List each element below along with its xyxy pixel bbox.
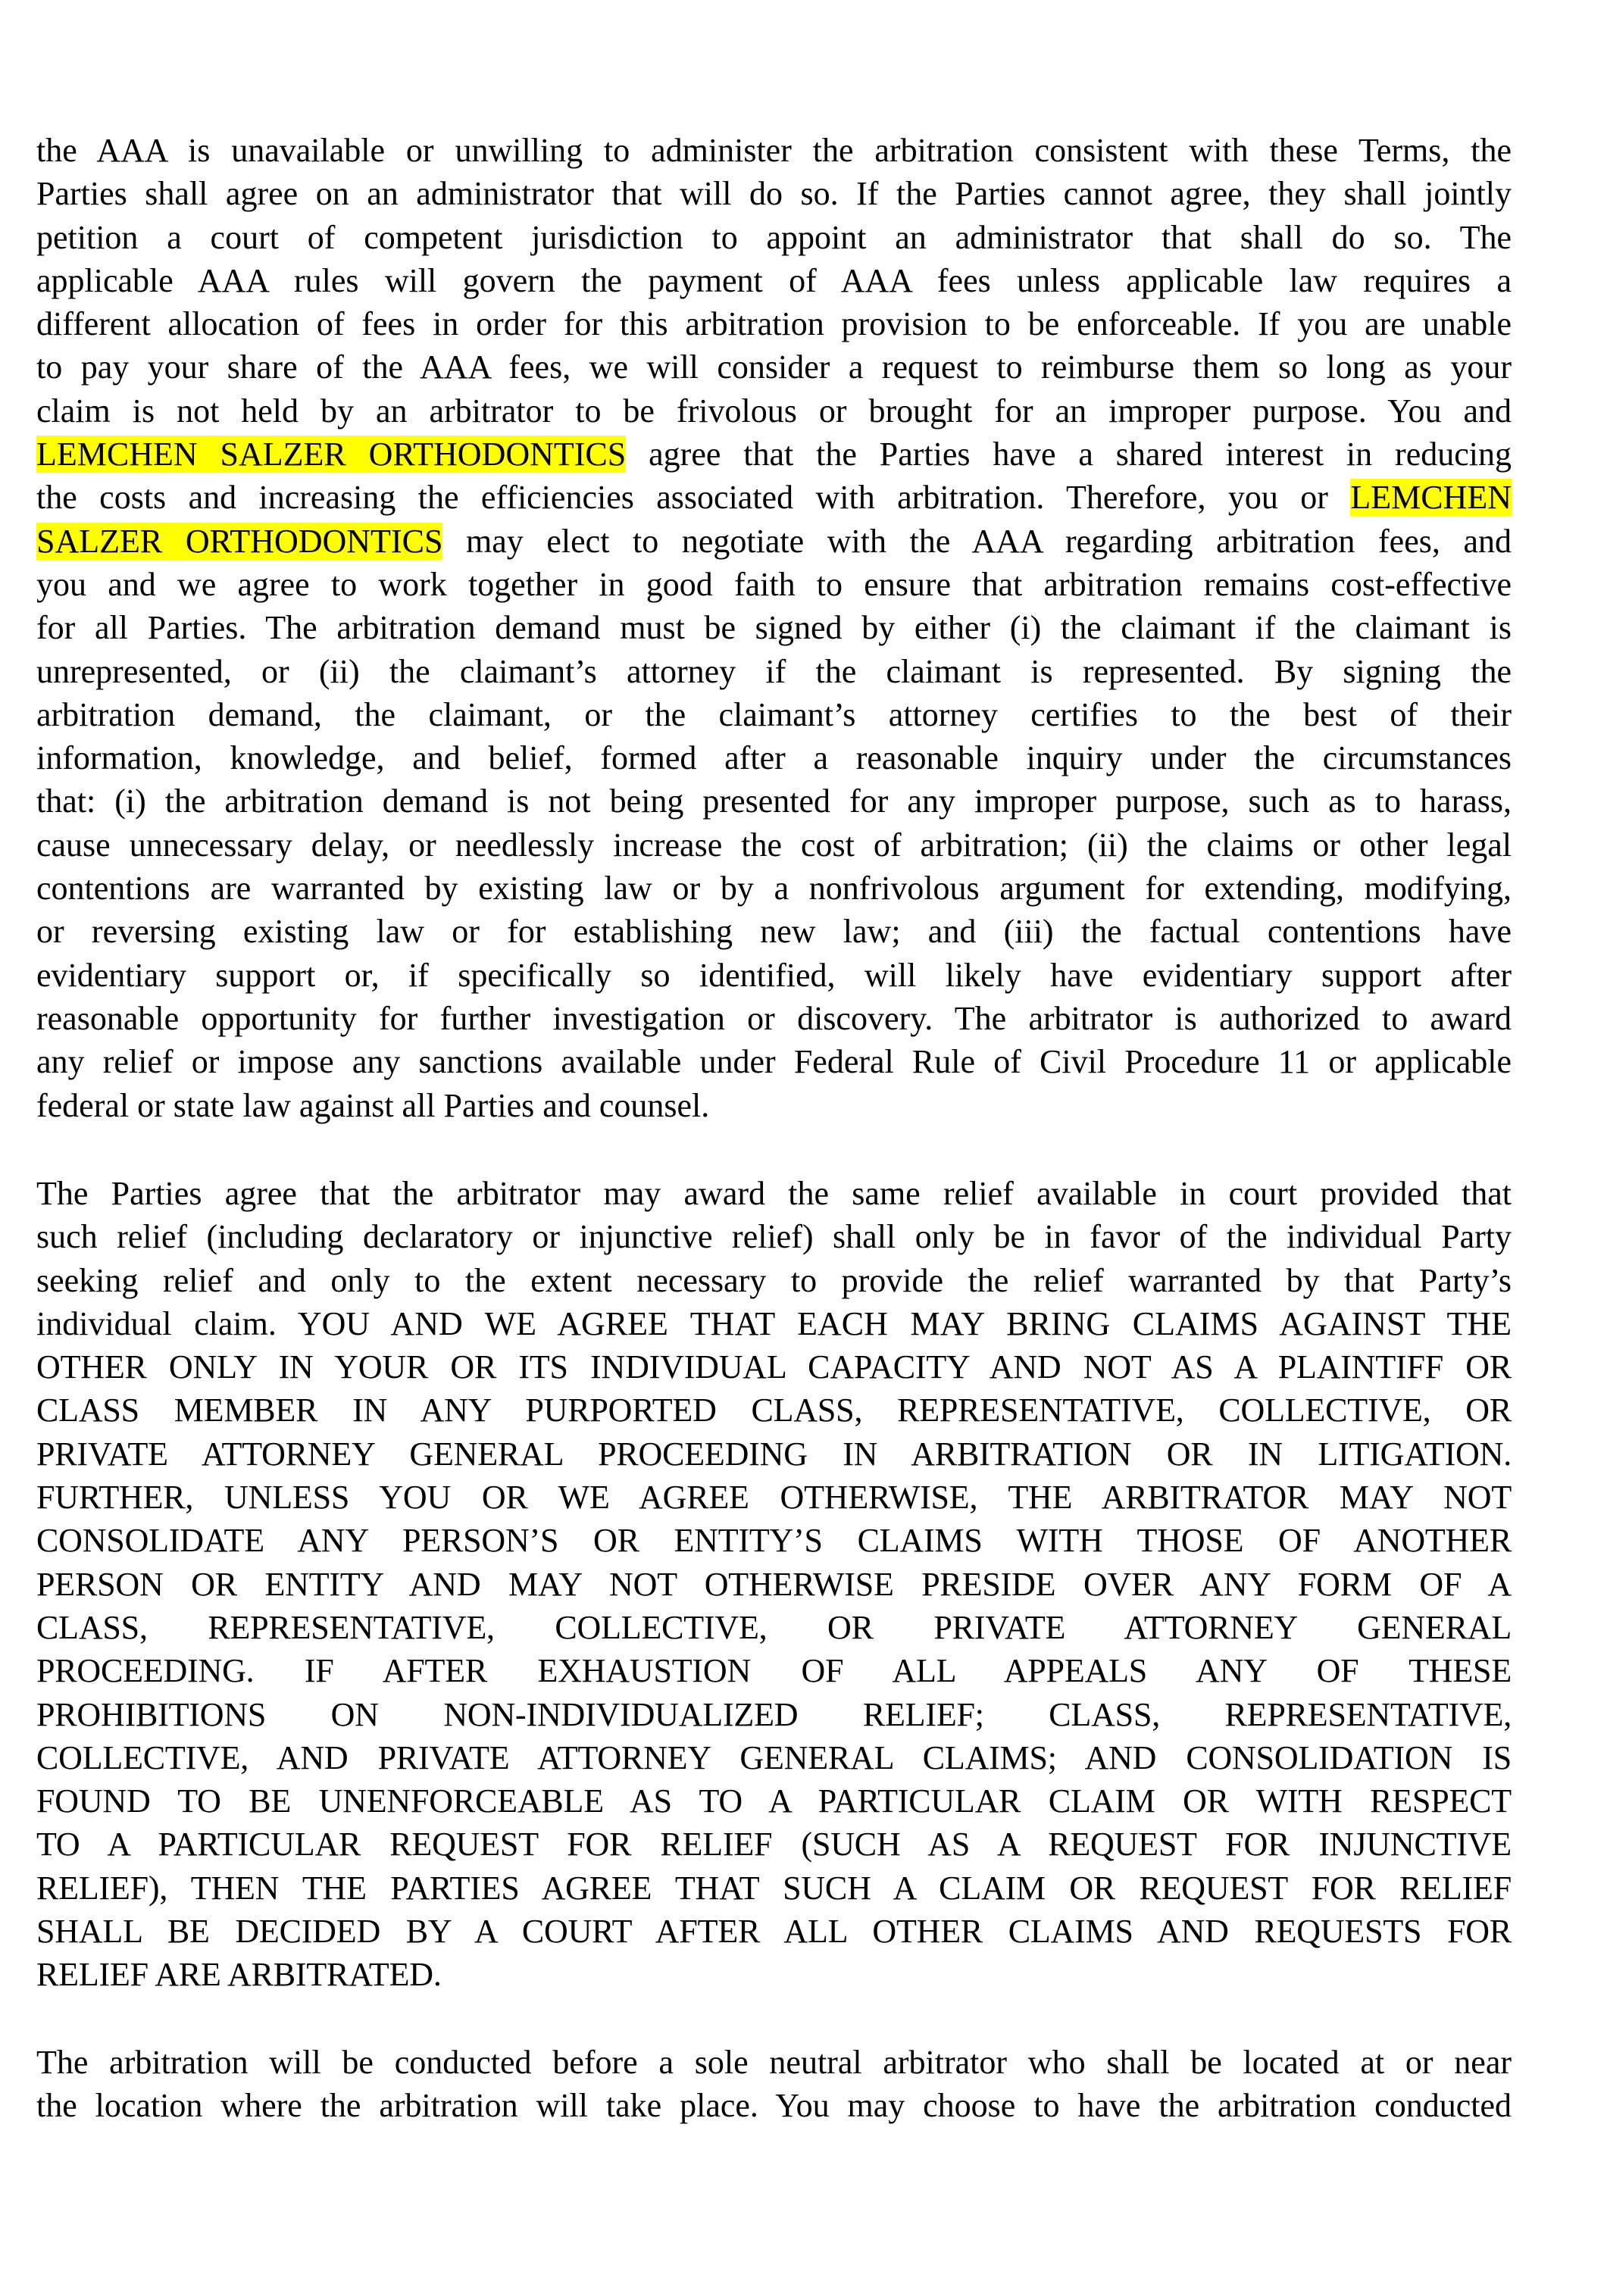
text-segment: SHALL BE DECIDED BY A COURT AFTER ALL OTHER CLAIMS AND REQUESTS FOR [36, 1913, 1512, 1951]
text-line [36, 693, 1512, 736]
text-segment: federal or state law against all Parties and counsel. [36, 1086, 710, 1124]
text-line [36, 1302, 1512, 1345]
text-segment: unrepresented, or (ii) the claimant’s attorney if the claimant is represented. By signing the [36, 652, 1512, 690]
text-line [36, 2084, 1512, 2127]
text-line [36, 1563, 1512, 1606]
text-line [36, 1172, 1512, 1215]
text-segment: claim is not held by an arbitrator to be frivolous or brought for an improper purpose. You and [36, 392, 1512, 430]
text-line [36, 1693, 1512, 1736]
text-segment: FOUND TO BE UNENFORCEABLE AS TO A PARTICULAR CLAIM OR WITH RESPECT [36, 1782, 1512, 1820]
text-segment: RELIEF), THEN THE PARTIES AGREE THAT SUCH A CLAIM OR REQUEST FOR RELIEF [36, 1869, 1512, 1907]
text-segment: reasonable opportunity for further investigation or discovery. The arbitrator is authorized to award [36, 999, 1512, 1037]
text-line [36, 476, 1512, 519]
text-line [36, 172, 1512, 215]
text-line [36, 606, 1512, 649]
text-line [36, 345, 1512, 389]
text-segment: such relief (including declaratory or injunctive relief) shall only be in favor of the individual Party [36, 1218, 1512, 1256]
text-segment: PRIVATE ATTORNEY GENERAL PROCEEDING IN ARBITRATION OR IN LITIGATION. [36, 1435, 1512, 1473]
paragraph-arbitrator-location [36, 2041, 1512, 2128]
text-line [36, 1519, 1512, 1562]
text-segment: Parties shall agree on an administrator that will do so. If the Parties cannot agree, they shall jointly [36, 175, 1512, 213]
text-segment: may elect to negotiate with the AAA regarding arbitration fees, and [442, 522, 1512, 560]
text-segment: PROCEEDING. IF AFTER EXHAUSTION OF ALL APPEALS ANY OF THESE [36, 1652, 1512, 1690]
text-segment: TO A PARTICULAR REQUEST FOR RELIEF (SUCH AS A REQUEST FOR INJUNCTIVE [36, 1826, 1512, 1863]
text-segment: individual claim. YOU AND WE AGREE THAT EACH MAY BRING CLAIMS AGAINST THE [36, 1304, 1512, 1342]
text-line [36, 867, 1512, 910]
text-segment: FURTHER, UNLESS YOU OR WE AGREE OTHERWISE, THE ARBITRATOR MAY NOT [36, 1479, 1512, 1517]
text-line [36, 1779, 1512, 1823]
text-line [36, 1953, 1512, 1996]
text-line [36, 1432, 1512, 1476]
text-segment: OTHER ONLY IN YOUR OR ITS INDIVIDUAL CAPACITY AND NOT AS A PLAINTIFF OR [36, 1348, 1512, 1386]
text-segment: to pay your share of the AAA fees, we will consider a request to reimburse them so long as your [36, 348, 1512, 386]
text-line [36, 433, 1512, 476]
text-segment: information, knowledge, and belief, formed after a reasonable inquiry under the circumstances [36, 739, 1512, 777]
text-segment: for all Parties. The arbitration demand must be signed by either (i) the claimant if the claimant is [36, 609, 1512, 647]
text-segment: cause unnecessary delay, or needlessly increase the cost of arbitration; (ii) the claims or other legal [36, 826, 1512, 864]
text-segment: agree that the Parties have a shared interest in reducing [626, 436, 1512, 473]
highlighted-name: LEMCHEN [1350, 479, 1512, 517]
text-segment: CLASS, REPRESENTATIVE, COLLECTIVE, OR PRIVATE ATTORNEY GENERAL [36, 1608, 1512, 1646]
highlighted-name: SALZER ORTHODONTICS [36, 522, 443, 560]
paragraph-fees-and-certification [36, 129, 1512, 1127]
highlighted-name: LEMCHEN SALZER ORTHODONTICS [36, 436, 627, 473]
text-line [36, 779, 1512, 823]
text-line [36, 1866, 1512, 1910]
text-line [36, 1215, 1512, 1258]
text-segment: applicable AAA rules will govern the payment of AAA fees unless applicable law requires a [36, 261, 1512, 299]
text-line [36, 1259, 1512, 1302]
text-segment: CLASS MEMBER IN ANY PURPORTED CLASS, REPRESENTATIVE, COLLECTIVE, OR [36, 1392, 1512, 1429]
text-line [36, 997, 1512, 1040]
text-segment: PERSON OR ENTITY AND MAY NOT OTHERWISE PRESIDE OVER ANY FORM OF A [36, 1565, 1512, 1603]
paragraph-class-action-waiver [36, 1172, 1512, 1997]
text-segment: that: (i) the arbitration demand is not being presented for any improper purpose, such as to harass, [36, 783, 1512, 820]
text-line [36, 1040, 1512, 1083]
text-line [36, 650, 1512, 693]
text-line [36, 910, 1512, 953]
text-segment: CONSOLIDATE ANY PERSON’S OR ENTITY’S CLAIMS WITH THOSE OF ANOTHER [36, 1522, 1512, 1560]
text-line [36, 389, 1512, 433]
text-segment: RELIEF ARE ARBITRATED. [36, 1956, 442, 1994]
text-line [36, 129, 1512, 172]
text-segment: the location where the arbitration will take place. You may choose to have the arbitration conducted [36, 2087, 1512, 2125]
text-segment: different allocation of fees in order for this arbitration provision to be enforceable. If you are unable [36, 305, 1512, 343]
text-line [36, 259, 1512, 302]
text-line [36, 1084, 1512, 1127]
text-line [36, 520, 1512, 563]
text-line [36, 563, 1512, 606]
text-segment: arbitration demand, the claimant, or the claimant’s attorney certifies to the best of their [36, 695, 1512, 733]
text-segment: the AAA is unavailable or unwilling to administer the arbitration consistent with these Terms, the [36, 132, 1512, 169]
text-line [36, 1736, 1512, 1779]
text-line [36, 823, 1512, 867]
text-segment: The Parties agree that the arbitrator may award the same relief available in court provided that [36, 1175, 1512, 1212]
text-line [36, 954, 1512, 997]
text-segment: or reversing existing law or for establishing new law; and (iii) the factual contentions have [36, 913, 1512, 951]
text-line [36, 736, 1512, 779]
text-segment: petition a court of competent jurisdiction to appoint an administrator that shall do so. The [36, 218, 1512, 256]
text-segment: PROHIBITIONS ON NON-INDIVIDUALIZED RELIEF; CLASS, REPRESENTATIVE, [36, 1695, 1512, 1733]
text-segment: any relief or impose any sanctions available under Federal Rule of Civil Procedure 11 or applicable [36, 1043, 1512, 1081]
text-segment: COLLECTIVE, AND PRIVATE ATTORNEY GENERAL CLAIMS; AND CONSOLIDATION IS [36, 1738, 1512, 1776]
text-line [36, 1649, 1512, 1692]
text-line [36, 1606, 1512, 1649]
text-line [36, 1389, 1512, 1432]
text-line [36, 1910, 1512, 1953]
text-segment: The arbitration will be conducted before a sole neutral arbitrator who shall be located at or near [36, 2044, 1512, 2081]
text-line [36, 1476, 1512, 1519]
text-segment: the costs and increasing the efficiencies associated with arbitration. Therefore, you or [36, 479, 1351, 517]
text-segment: contentions are warranted by existing law or by a nonfrivolous argument for extending, modifying, [36, 870, 1512, 907]
text-segment: evidentiary support or, if specifically so identified, will likely have evidentiary support after [36, 956, 1512, 994]
text-line [36, 1823, 1512, 1866]
text-segment: seeking relief and only to the extent necessary to provide the relief warranted by that Party’s [36, 1261, 1512, 1299]
text-line [36, 2041, 1512, 2084]
text-line [36, 302, 1512, 345]
text-segment: you and we agree to work together in good faith to ensure that arbitration remains cost-effective [36, 565, 1512, 603]
text-line [36, 216, 1512, 259]
text-line [36, 1345, 1512, 1389]
